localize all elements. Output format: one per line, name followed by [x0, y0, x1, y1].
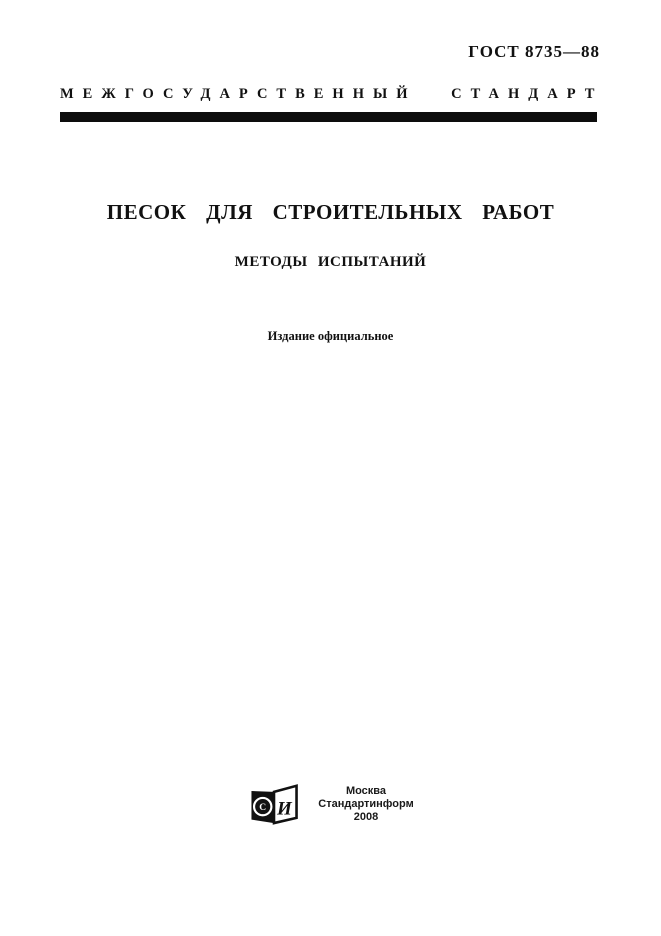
edition-note: Издание официальное: [267, 329, 394, 343]
standartinform-book-logo-icon: [248, 783, 300, 825]
document-subtitle: МЕТОДЫ ИСПЫТАНИЙ: [234, 254, 427, 270]
document-title: ПЕСОК ДЛЯ СТРОИТЕЛЬНЫХ РАБОТ: [106, 200, 555, 224]
doc-number: ГОСТ 8735—88: [468, 42, 600, 61]
publisher-imprint: [318, 785, 414, 824]
publisher-year: 2008: [353, 810, 379, 823]
publisher-city: Москва: [345, 784, 387, 797]
svg-text:С: С: [259, 803, 267, 814]
standard-type-heading: МЕЖГОСУДАРСТВЕННЫЙ СТАНДАРТ: [60, 86, 604, 102]
svg-text:И: И: [276, 798, 292, 820]
publisher-name: Стандартинформ: [318, 797, 414, 810]
horizontal-rule-bar: [60, 112, 597, 122]
publisher-block: [248, 783, 414, 825]
